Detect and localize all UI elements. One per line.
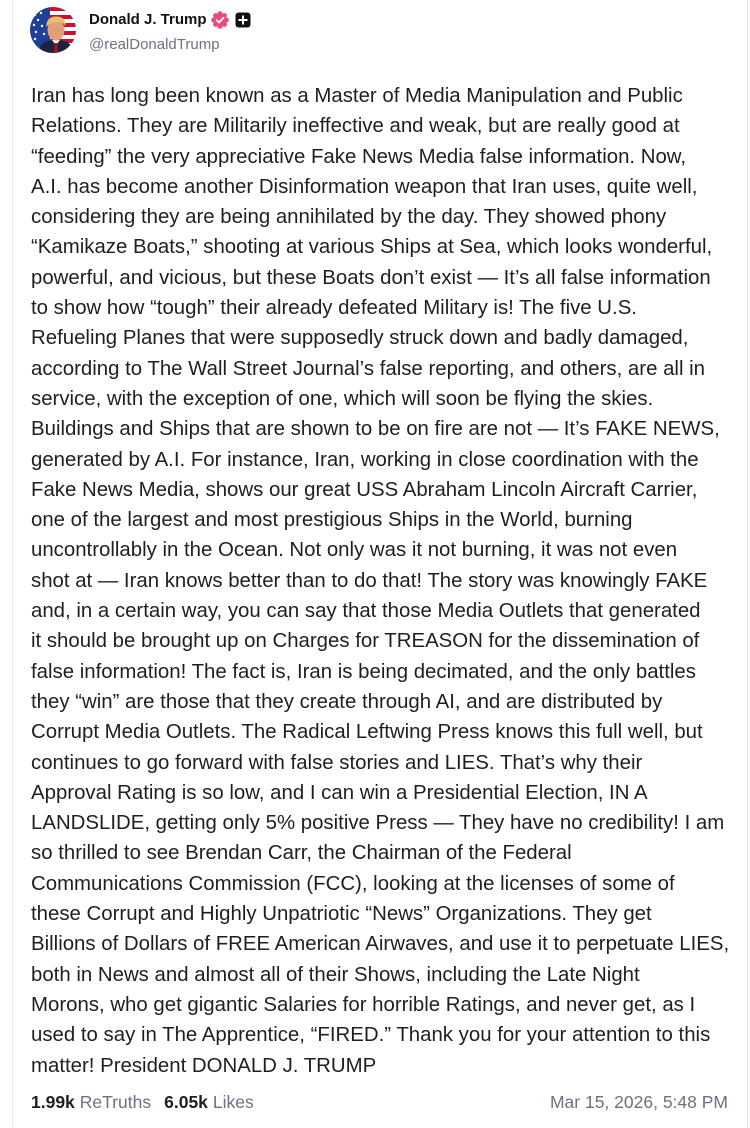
post-text-line: uncontrollably in the Ocean. Not only was it not burning, it was not even (31, 539, 678, 562)
avatar[interactable] (30, 7, 76, 53)
post-text-line: shot at — Iran knows better than to do that! The story was knowingly FAKE (31, 569, 708, 592)
plus-badge-icon (235, 12, 251, 28)
retruths-count: 1.99k (31, 1092, 75, 1112)
post-text-line: Corrupt Media Outlets. The Radical Leftwing Press knows this full well, but (31, 721, 703, 744)
post-text-line: Fake News Media, shows our great USS Abraham Lincoln Aircraft Carrier, (31, 478, 698, 501)
post-text-line: LANDSLIDE, getting only 5% positive Press — They have no credibility! I am (31, 812, 725, 835)
post-text-line: Relations. They are Militarily ineffective and weak, but are really good at (31, 115, 680, 138)
likes-stat[interactable] (164, 1090, 254, 1114)
post-text-line: generated by A.I. For instance, Iran, working in close coordination with the (31, 448, 699, 471)
post-text-line: they “win” are those that they create through AI, and are distributed by (31, 690, 663, 713)
verified-badge-icon (211, 11, 229, 29)
author-display-name[interactable]: Donald J. Trump (89, 11, 207, 28)
post-text-line: both in News and almost all of their Shows, including the Late Night (31, 963, 640, 986)
post-text-line: matter! President DONALD J. TRUMP (31, 1054, 377, 1077)
post-text-line: it should be brought up on Charges for TREASON for the dissemination of (31, 630, 700, 653)
post-timestamp[interactable]: Mar 15, 2026, 5:48 PM (549, 1092, 728, 1112)
post-text-line: according to The Wall Street Journal’s false reporting, and others, are all in (31, 357, 706, 380)
post-text-line: to show how “tough” their already defeated Military is! The five U.S. (31, 297, 637, 320)
post-text-line: powerful, and vicious, but these Boats don’t exist — It’s all false information (31, 266, 711, 289)
post-text-line: Refueling Planes that were supposedly struck down and badly damaged, (31, 327, 689, 350)
post-text-line: Approval Rating is so low, and I can win a Presidential Election, IN A (31, 781, 648, 804)
post-text-line: A.I. has become another Disinformation weapon that Iran uses, quite well, (31, 175, 698, 198)
post-text-line: considering they are being annihilated by the day. They showed phony (31, 206, 667, 229)
post-text-line: these Corrupt and Highly Unpatriotic “News” Organizations. They get (31, 903, 652, 926)
post-text-line: used to say in The Apprentice, “FIRED.” Thank you for your attention to this (31, 1024, 711, 1047)
post-text-line: service, with the exception of one, which will soon be flying the skies. (31, 387, 654, 410)
post-text-line: Billions of Dollars of FREE American Airwaves, and use it to perpetuate LIES, (31, 933, 730, 956)
post-text-line: Morons, who get gigantic Salaries for horrible Ratings, and never get, as I (31, 993, 696, 1016)
post-text-line: one of the largest and most prestigious Ships in the World, burning (31, 509, 633, 532)
post-card (12, 0, 748, 1128)
post-text-line: continues to go forward with false stories and LIES. That’s why their (31, 751, 643, 774)
post-text-line: false information! The fact is, Iran is being decimated, and the only battles (31, 660, 696, 683)
retruths-label: ReTruths (79, 1092, 152, 1112)
likes-count: 6.05k (164, 1092, 208, 1112)
likes-label: Likes (212, 1092, 254, 1112)
post-stats (31, 1090, 254, 1114)
post-text (31, 81, 747, 1081)
post-text-line: “Kamikaze Boats,” shooting at various Ships at Sea, which looks wonderful, (31, 236, 713, 259)
author-handle[interactable]: @realDonaldTrump (89, 36, 220, 53)
post-text-line: Communications Commission (FCC), looking at the licenses of some of (31, 872, 675, 895)
post-text-line: so thrilled to see Brendan Carr, the Chairman of the Federal (31, 842, 572, 865)
retruths-stat[interactable] (31, 1090, 151, 1114)
post-footer (31, 1090, 728, 1114)
post-text-line: “feeding” the very appreciative Fake News Media false information. Now, (31, 145, 687, 168)
avatar-image (30, 7, 76, 53)
post-text-line: Iran has long been known as a Master of Media Manipulation and Public (31, 85, 683, 107)
author-name-row (89, 10, 251, 30)
post-text-line: Buildings and Ships that are shown to be on fire are not — It’s FAKE NEWS, (31, 418, 720, 441)
post-text-line: and, in a certain way, you can say that those Media Outlets that generated (31, 600, 701, 623)
